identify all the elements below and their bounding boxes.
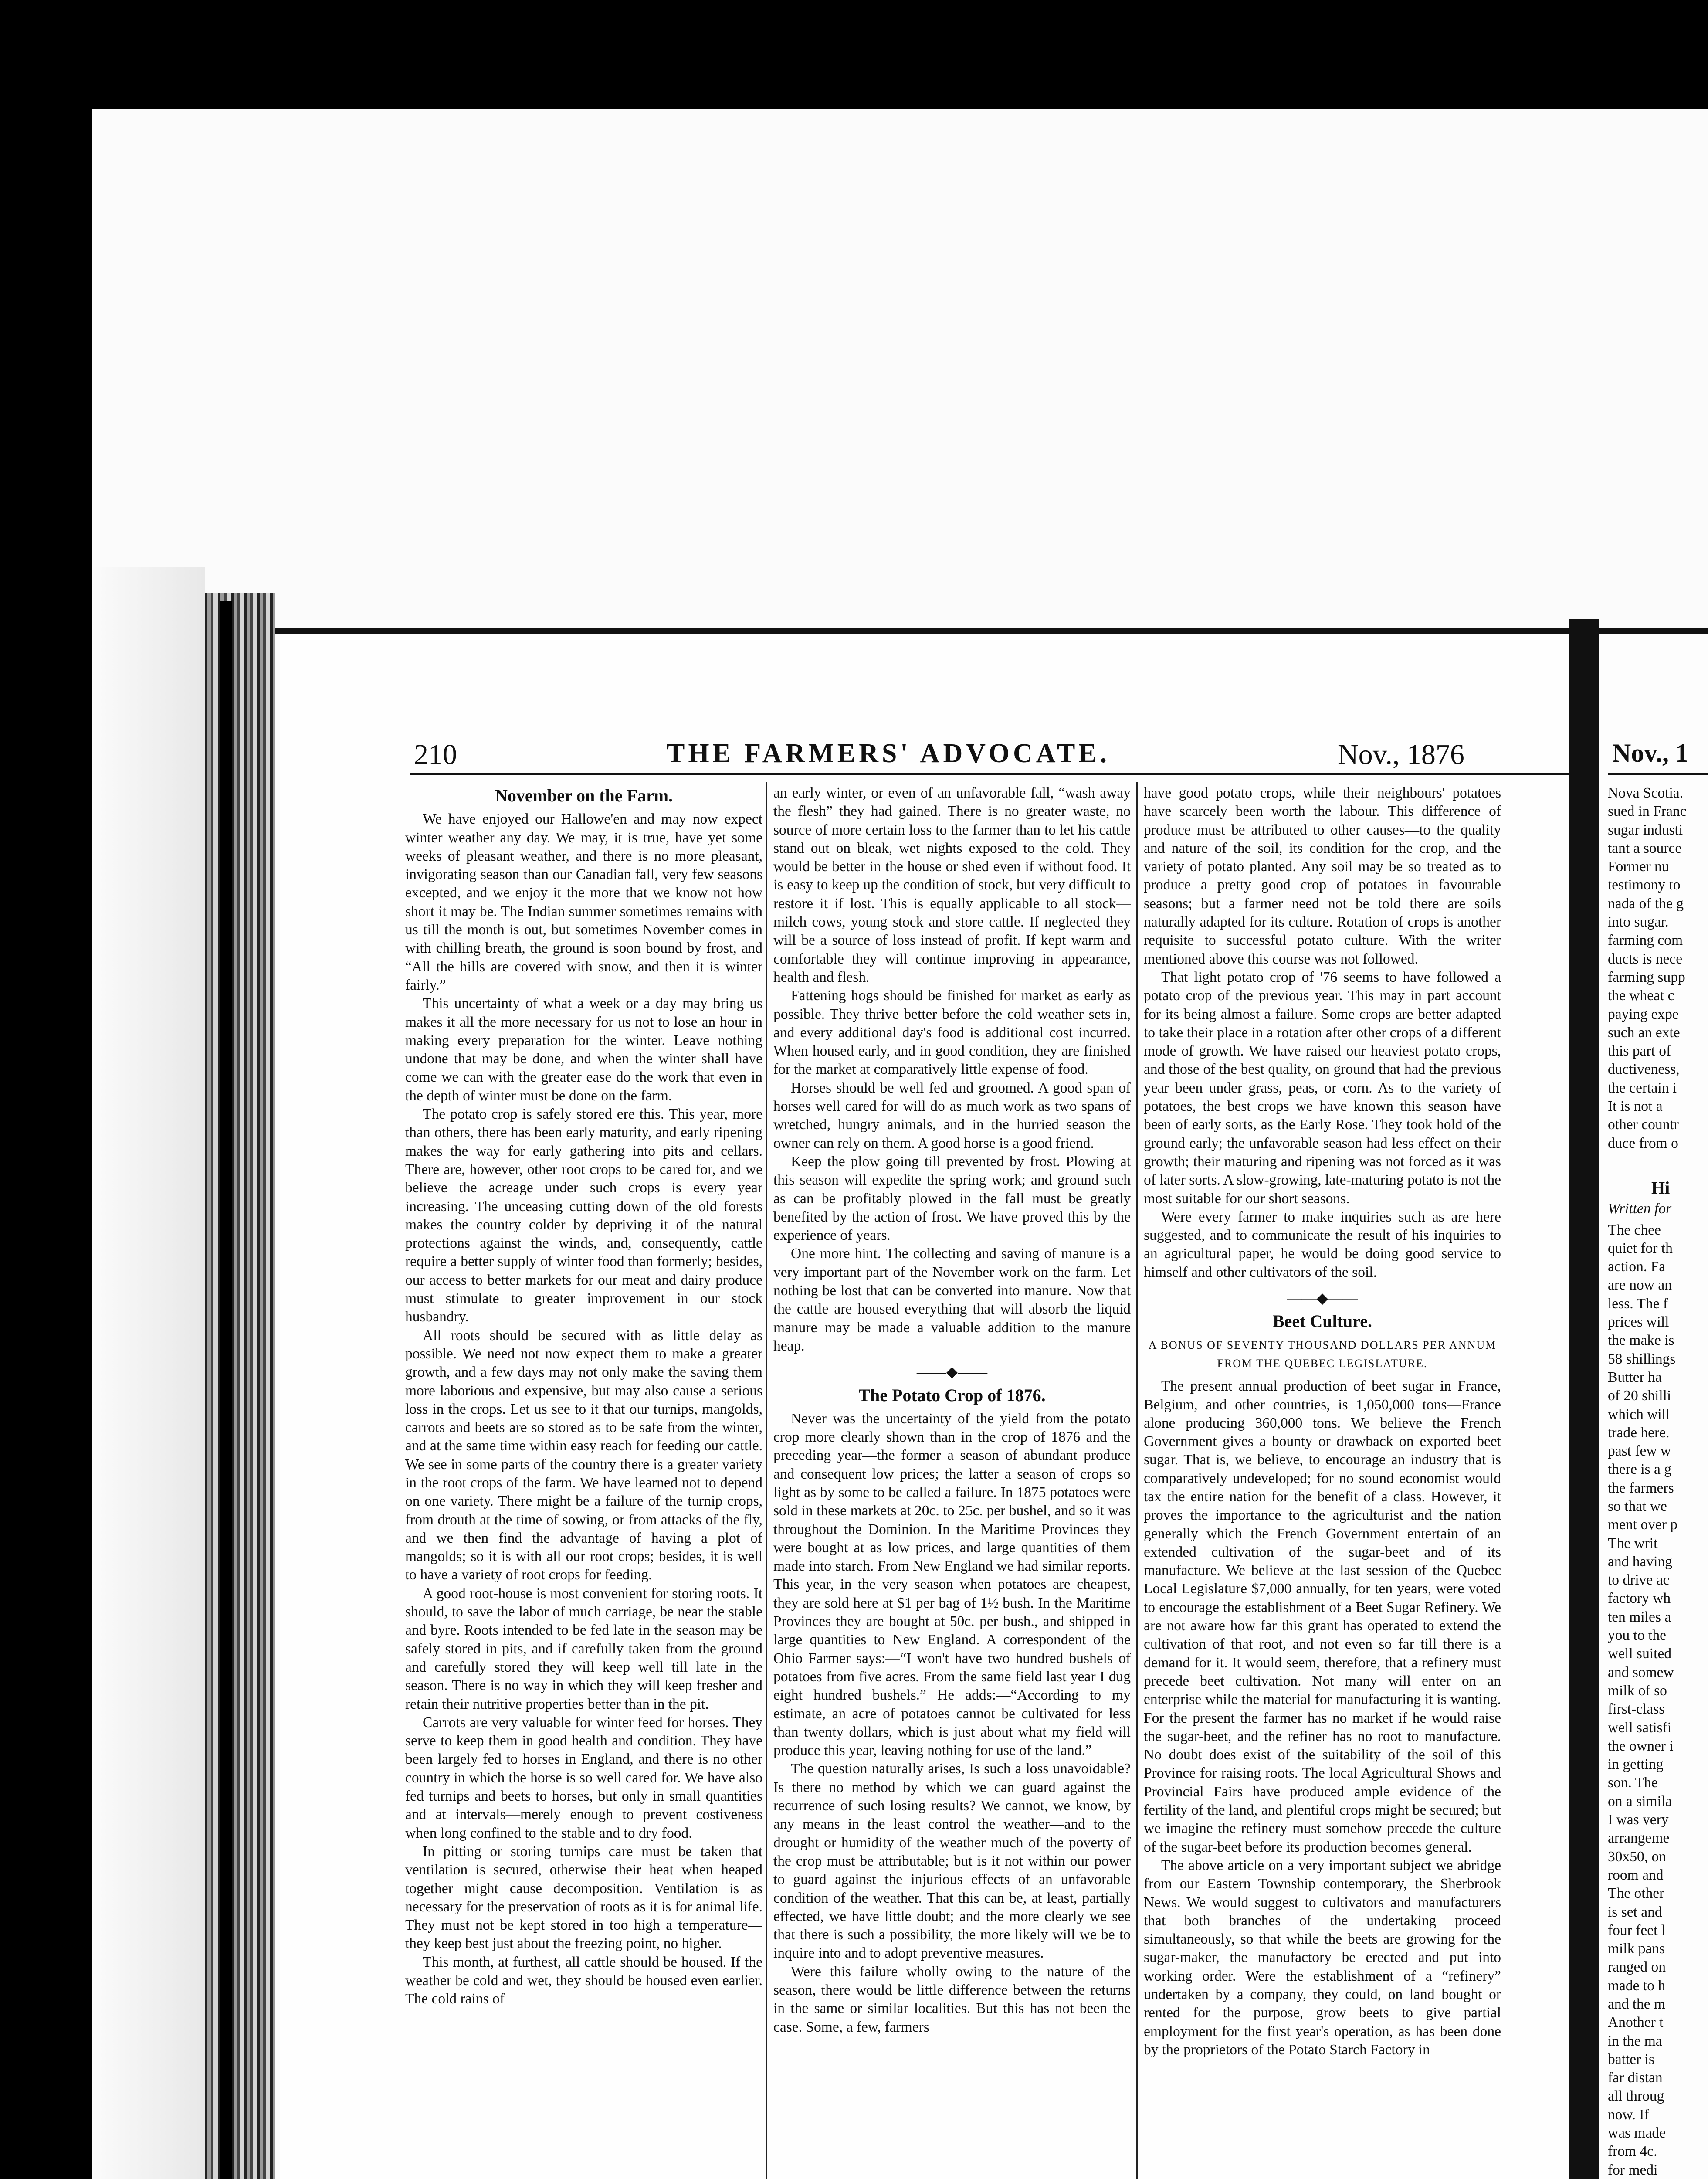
paragraph: That light potato crop of '76 seems to have followed a potato crop of the previous year. This may in part account for its being almost a failure. Some crops are better adapted to take their place in a rotation after other crops of a different mode of growth. We have raised our heaviest potato crops, and those of the best quality, on ground that had the previous year been under grass, peas, or corn. As to the variety of potatoes, the best crops we have known this season have been of early sorts, as the Early Rose. They took hold of the ground early; the unfavorable season had less effect on their growth; their maturing and ripening was not forced as it was of later sorts. A slow-growing, late-maturing potato is not the most suitable for our short seasons.: [1144, 969, 1501, 1207]
next-page-line: The other: [1608, 1885, 1664, 1902]
paragraph: Carrots are very valuable for winter feed for horses. They serve to keep them in good health and condition. They have been largely fed to horses in England, and there is no other country in which the horse is so well cared for. We have also fed turnips and beets to horses, but only in small quantities and at intervals—merely enough to prevent costiveness when long confined to the stable and to dry food.: [405, 1714, 762, 1841]
next-page-line: arrangeme: [1608, 1830, 1670, 1846]
paragraph: The above article on a very important subject we abridge from our Eastern Township contemporary, the Sherbrook News. We would suggest to cultivators and manufacturers that both branches of the undertaking proceed simultaneously, so that while the beets are growing for the sugar-maker, the manufactory be erected and put into working order. Were the establishment of a “refinery” undertaken by a company, they could, on land bought or rented for the purpose, grow beets to give partial employment for the first year's operation, as has been done by the proprietors of the Potato Starch Factory in: [1144, 1857, 1501, 2058]
next-page-line: and somew: [1608, 1664, 1674, 1680]
next-page-line: milk pans: [1608, 1941, 1665, 1957]
next-page-line: ten miles a: [1608, 1609, 1671, 1625]
paragraph: We have enjoyed our Hallowe'en and may now expect winter weather any day. We may, it is true, have yet some weeks of pleasant weather, and there is no more pleasant, invigorating season than our Canadian fall, very few seasons excepted, and we enjoy it the more that we know not how short it may be. The Indian summer sometimes remains with us till the month is out, but sometimes November comes in with chilling breath, the ground is soon bound by frost, and “All the hills are covered with snow, and then it is winter fairly.”: [405, 811, 762, 993]
section-ornament: ——◆——: [916, 1364, 988, 1381]
next-page-line: sued in Franc: [1608, 803, 1687, 820]
paragraph: This uncertainty of what a week or a day may bring us makes it all the more necessary for us not to lose an hour in making every preparation for the winter. Leave nothing undone that may be done, and when the winter shall have come we can with the greater ease do the work that even in the depth of winter must be done on the farm.: [405, 995, 762, 1104]
next-page-line: It is not a: [1608, 1098, 1663, 1115]
next-page-line: Nova Scotia.: [1608, 785, 1684, 801]
next-page-line: all throug: [1608, 2088, 1664, 2104]
next-page-line: this part of: [1608, 1043, 1671, 1059]
next-page-line: trade here.: [1608, 1424, 1670, 1441]
next-page-line: prices will: [1608, 1314, 1669, 1330]
paragraph: an early winter, or even of an unfavorable fall, “wash away the flesh” they had gained. There is no greater waste, no source of more certain loss to the farmer than to let his cattle stand out on bleak, wet nights exposed to the cold. They would be better in the house or shed even if without food. It is easy to keep up the condition of stock, but very difficult to restore it if lost. This is equally applicable to all stock—milch cows, young stock and store cattle. If neglected they will be a source of loss instead of profit. If kept warm and comfortable they will continue improving in appearance, health and flesh.: [773, 785, 1131, 985]
next-page-line: paying expe: [1608, 1006, 1679, 1022]
paragraph: have good potato crops, while their neighbours' potatoes have scarcely been worth the labour. This difference of produce must be attributed to other causes—to the quality and nature of the soil, its condition for the crop, and the variety of potato planted. Any soil may be so treated as to produce a pretty good crop of potatoes in favourable seasons; but a farmer need not be told there are soils naturally adapted for its culture. Rotation of crops is another requisite to successful potato culture. With the writer mentioned above this course was not followed.: [1144, 785, 1501, 967]
paragraph: This month, at furthest, all cattle should be housed. If the weather be cold and wet, they should be housed even earlier. The cold rains of: [405, 1954, 762, 2007]
next-page-line: ment over p: [1608, 1517, 1678, 1533]
next-page-line: such an exte: [1608, 1024, 1680, 1041]
column-1: [405, 784, 762, 2179]
book-binding: [205, 593, 274, 2179]
next-page-line: sugar industi: [1608, 821, 1683, 838]
page-gutter: [1569, 619, 1599, 2179]
page-number: 210: [414, 739, 457, 770]
next-page-line: which will: [1608, 1406, 1670, 1422]
next-page-line: son. The: [1608, 1775, 1658, 1791]
article-subtitle-beet: A BONUS OF SEVENTY THOUSAND DOLLARS PER ANNUM FROM THE QUEBEC LEGISLATURE.: [1148, 1338, 1497, 1370]
next-page-lines-bottom: [1608, 1221, 1708, 2179]
next-page-subtitle: Written for: [1608, 1201, 1672, 1217]
next-page-line: is set and: [1608, 1904, 1662, 1920]
paragraph: A good root-house is most convenient for storing roots. It should, to save the labor of much carriage, be near the stable and byre. Roots intended to be fed late in the season may be safely stored in pits, and if carefully taken from the ground and carefully stored they will keep well till late in the season. There is no way in which they will keep fresher and retain their nutritive properties better than in the pit.: [405, 1585, 762, 1712]
next-page-line: into sugar.: [1608, 914, 1669, 930]
next-page-line: and the m: [1608, 1996, 1666, 2012]
next-page-line: the farmers: [1608, 1480, 1674, 1496]
next-page-line: The writ: [1608, 1535, 1658, 1551]
paragraph: In pitting or storing turnips care must be taken that ventilation is secured, otherwise their heat when heaped together might cause decomposition. Ventilation is as necessary for the preservation of roots as it is for animal life. They must not be kept stored in too high a temperature—they keep best just about the freezing point, no higher.: [405, 1843, 762, 1952]
next-page-line: the make is: [1608, 1332, 1674, 1349]
next-page-line: ductiveness,: [1608, 1061, 1680, 1078]
next-page-line: from 4c.: [1608, 2143, 1657, 2160]
next-page-title: Hi: [1651, 1178, 1670, 1198]
next-page-line: so that we: [1608, 1498, 1667, 1514]
next-page-line: well satisfi: [1608, 1719, 1672, 1736]
next-page-fragment: [1599, 628, 1708, 2179]
binding-edge: [220, 601, 232, 2179]
next-page-line: was made: [1608, 2125, 1666, 2142]
section-ornament: ——◆——: [1287, 1290, 1358, 1307]
next-page-line: of 20 shilli: [1608, 1388, 1671, 1404]
next-page-line: 30x50, on: [1608, 1848, 1666, 1865]
next-page-line: four feet l: [1608, 1922, 1666, 1938]
next-page-line: farming supp: [1608, 969, 1685, 985]
paragraph: The potato crop is safely stored ere this. This year, more than others, there has been early maturity, and early ripening makes the way for early gathering into pits and cellars. There are, however, other root crops to be cared for, and we believe the acreage under such crops is every year increasing. The unceasing cutting down of the old forests makes the country colder by depriving it of the natural protections against the winds, and, consequently, cattle require a better supply of winter food than formerly; besides, our access to better markets for our meat and dairy produce must stimulate to greater improvement in our stock husbandry.: [405, 1106, 762, 1325]
next-page-line: you to the: [1608, 1627, 1666, 1644]
next-page-line: well suited: [1608, 1646, 1672, 1662]
next-page-line: nada of the g: [1608, 895, 1684, 912]
issue-date: Nov., 1876: [1338, 739, 1464, 770]
next-page-line: in getting: [1608, 1756, 1664, 1773]
column-2: [773, 784, 1131, 2179]
next-page-line: ducts is nece: [1608, 950, 1683, 967]
next-page-line: room and: [1608, 1867, 1664, 1883]
next-page-column: [1608, 784, 1708, 2179]
paragraph: Were every farmer to make inquiries such as are here suggested, and to communicate the result of his inquiries to an agricultural paper, he would be doing good service to himself and other cultivators of the soil.: [1144, 1208, 1501, 1280]
next-page-line: Butter ha: [1608, 1369, 1662, 1385]
next-page-line: for medi: [1608, 2162, 1658, 2178]
column-rule: [1136, 782, 1138, 2179]
next-page-line: tant a source: [1608, 840, 1682, 856]
next-page-line: in the ma: [1608, 2033, 1662, 2049]
column-3: [1144, 784, 1501, 2179]
paragraph: All roots should be secured with as little delay as possible. We need not now expect them to make a greater growth, and a few days may not only make the saving them more laborious and expensive, but may also cause a serious loss in the crops. Let us see to it that our turnips, mangolds, carrots and beets are so stored as to be safe from the winter, and at the same time within easy reach for feeding our cattle. We see in some parts of the country there is a greater variety in the root crops of the farm. We have learned not to depend on one variety. There might be a failure of the turnip crops, from drouth at the time of sowing, or from attacks of the fly, and we then find the advantage of having a plot of mangolds; so it is with all our root crops; besides, it is well to have a variety of root crops for feeding.: [405, 1327, 762, 1583]
next-page-line: Former nu: [1608, 859, 1669, 875]
next-page-line: farming com: [1608, 932, 1683, 949]
next-page-line: testimony to: [1608, 877, 1681, 893]
next-page-line: milk of so: [1608, 1682, 1667, 1699]
next-page-line: quiet for th: [1608, 1240, 1673, 1256]
next-page-line: on a simila: [1608, 1793, 1672, 1809]
paragraph: The question naturally arises, Is such a loss unavoidable? Is there no method by which we can guard against the recurrence of such losing results? We cannot, we know, by any means in the least control the weather—and to the drought or humidity of the weather much of the poverty of the crop must be attributable; but is it not within our power to guard against the injurious effects of an unfavorable condition of the weather. That this can be, at least, partially effected, we have little doubt; and the more clearly we see that there is such a possibility, the more likely will we be to inquire into and to adopt preventive measures.: [773, 1761, 1131, 1962]
next-page-line: first-class: [1608, 1701, 1665, 1717]
paragraph: Fattening hogs should be finished for market as early as possible. They thrive better before the cold weather sets in, and every additional day's food is additional cost incurred. When housed early, and in good condition, they are finished for the market at comparatively little expense of food.: [773, 988, 1131, 1078]
next-page-line: far distan: [1608, 2070, 1663, 2086]
next-page-header: Nov., 1: [1612, 739, 1689, 767]
paragraph: Never was the uncertainty of the yield from the potato crop more clearly shown than in the crop of 1876 and the preceding year—the former a season of abundant produce and consequent low prices; the latter a season of crops so light as by some to be called a failure. In 1875 potatoes were sold in these markets at 20c. to 25c. per bushel, and so it was throughout the Dominion. In the Maritime Provinces they were bought at as low prices, and large quantities of them made into starch. From New England we had similar reports. This year, in the very season when potatoes are cheapest, they are sold here at $1 per bag of 1½ bush. In the Maritime Provinces they are bought at 50c. per bush., and shipped in large quantities to New England. A correspondent of the Ohio Farmer says:—“I won't have two hundred bushels of potatoes from five acres. From the same field last year I dug eight hundred bushels.” He adds:—“According to my estimate, an acre of potatoes cannot be cultivated for less than twenty dollars, which is just about what my field will produce this year, leaving nothing for use of the land.”: [773, 1410, 1131, 1759]
next-page-line: the certain i: [1608, 1079, 1677, 1096]
next-page-rule: [1608, 773, 1708, 775]
next-page-line: ranged on: [1608, 1959, 1666, 1975]
next-page-line: Another t: [1608, 2014, 1664, 2031]
header-rule: [410, 773, 1595, 775]
article-title-potato: The Potato Crop of 1876.: [858, 1385, 1046, 1405]
next-page-line: action. Fa: [1608, 1259, 1666, 1275]
article-title-november: November on the Farm.: [495, 786, 673, 805]
newspaper-page: [274, 628, 1582, 2179]
next-page-line: I was very: [1608, 1812, 1669, 1828]
next-page-line: the wheat c: [1608, 988, 1674, 1004]
paragraph: Were this failure wholly owing to the nature of the season, there would be little difference between the returns in the same or similar localities. But this has not been the case. Some, a few, farmers: [773, 1963, 1131, 2035]
next-page-line: now. If: [1608, 2106, 1649, 2123]
next-page-line: The chee: [1608, 1222, 1661, 1238]
next-page-line: other countr: [1608, 1117, 1679, 1133]
masthead: THE FARMERS' ADVOCATE.: [667, 739, 1111, 768]
paragraph: One more hint. The collecting and saving of manure is a very important part of the November work on the farm. Let nothing be lost that can be converted into manure. Now that the cattle are housed everything that will absorb the liquid manure may be made a valuable addition to the manure heap.: [773, 1246, 1131, 1354]
next-page-line: and having: [1608, 1553, 1672, 1570]
next-page-line: 58 shillings: [1608, 1351, 1676, 1367]
next-page-line: factory wh: [1608, 1590, 1671, 1607]
page-shadow: [92, 567, 205, 2179]
next-page-lines-top: [1608, 784, 1708, 1153]
next-page-line: made to h: [1608, 1977, 1666, 1994]
next-page-line: are now an: [1608, 1277, 1672, 1293]
next-page-line: batter is: [1608, 2051, 1654, 2067]
next-page-line: to drive ac: [1608, 1572, 1670, 1588]
next-page-line: the owner i: [1608, 1738, 1674, 1754]
paragraph: Keep the plow going till prevented by frost. Plowing at this season will expedite the spring work; and ground such as can be profitably plowed in the fall must be greatly benefited by the action of frost. We have proved this by the experience of years.: [773, 1153, 1131, 1244]
next-page-line: less. The f: [1608, 1295, 1668, 1312]
column-rule: [766, 782, 767, 2179]
next-page-line: there is a g: [1608, 1461, 1672, 1478]
page-header: [274, 738, 1582, 777]
next-page-line: duce from o: [1608, 1135, 1678, 1151]
paragraph: The present annual production of beet sugar in France, Belgium, and other countries, is 1,050,000 tons—France alone producing 360,000 tons. We believe the French Government gives a bounty or drawback on exported beet sugar. That is, we believe, to encourage an industry that is comparatively undeveloped; for no sound economist would tax the entire nation for the benefit of a class. However, it proves the importance to the agriculturist and the nation generally which the French Government entertain of an extended cultivation of the sugar-beet and of its manufacture. We believe at the last session of the Quebec Local Legislature $7,000 annually, for ten years, were voted to encourage the establishment of a Beet Sugar Refinery. We are not aware how far this grant has operated to extend the cultivation of that root, and not even so far till there is a demand for it. It would seem, therefore, that a refinery must precede beet cultivation. Not many will enter on an enterprise while the material for manufacturing it is wanting. For the present the farmer has no market if he would raise the sugar-beet, and the refiner has no root to manufacture. No doubt does exist of the suitability of the soil of this Province for raising roots. The local Agricultural Shows and Provincial Fairs have produced ample evidence of the fertility of the land, and plentiful crops might be secured; but we imagine the refinery must somehow precede the culture of the sugar-beet before its production becomes general.: [1144, 1378, 1501, 1855]
article-title-beet: Beet Culture.: [1272, 1311, 1372, 1331]
paragraph: Horses should be well fed and groomed. A good span of horses well cared for will do as much work as two spans of wretched, hungry animals, and in the hurried season the owner can rely on them. A good horse is a good friend.: [773, 1079, 1131, 1151]
next-page-line: past few w: [1608, 1443, 1671, 1459]
